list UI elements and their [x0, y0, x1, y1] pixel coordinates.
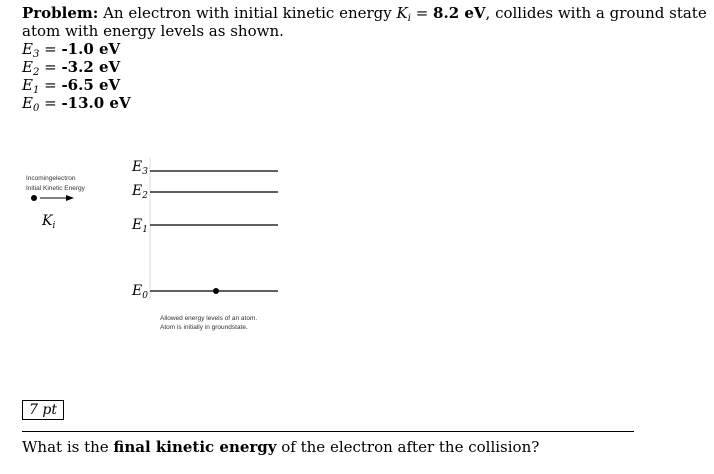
diagram-caption-line1: Allowed energy levels of an atom.: [160, 315, 258, 322]
energy-level-row-e1: $E_1 = -6.5$ eV: [22, 76, 121, 96]
incoming-electron-label: Incomingelectron: [26, 175, 76, 182]
level-label-e0: $E_0$: [132, 283, 148, 301]
level-value: -3.2 eV: [61, 58, 121, 76]
diagram-ki-label: $K_i$: [42, 213, 56, 231]
question-after: of the electron after the collision?: [276, 438, 540, 456]
problem-statement: [22, 4, 712, 40]
level-label-e2: $E_2$: [132, 183, 148, 201]
level-symbol: E: [22, 58, 33, 76]
question-text: [22, 438, 539, 456]
initial-ke-label: Initial Kinetic Energy: [26, 185, 85, 192]
level-subscript: 0: [32, 103, 40, 114]
diagram-caption-line2: Atom is initially in groundstate.: [160, 324, 248, 331]
energy-level-diagram: [0, 150, 300, 340]
arrow-head-icon: [66, 195, 74, 201]
problem-text-before: An electron with initial kinetic energy: [98, 4, 397, 22]
problem-text-after: , collides with a ground state atom with energy levels as shown.: [22, 4, 707, 40]
level-value: -1.0 eV: [61, 40, 121, 58]
level-label-e1: $E_1$: [132, 217, 148, 235]
energy-level-list: [22, 40, 131, 112]
level-symbol: E: [22, 94, 33, 112]
question-before: What is the: [22, 438, 114, 456]
ki-value: 8.2 eV: [433, 4, 486, 22]
level-subscript: 1: [32, 85, 40, 96]
energy-level-row-e3: $E_3 = -1.0$ eV: [22, 40, 121, 60]
level-symbol: E: [22, 76, 33, 94]
level-value: -6.5 eV: [61, 76, 121, 94]
level-subscript: 2: [32, 67, 40, 78]
divider: [22, 431, 634, 432]
question-bold: final kinetic energy: [113, 438, 277, 456]
problem-label: Problem:: [22, 4, 99, 22]
ki-symbol: K: [396, 4, 408, 22]
level-subscript: 3: [32, 49, 40, 60]
level-symbol: E: [22, 40, 33, 58]
points-badge: 7 pt: [22, 400, 64, 420]
level-value: -13.0 eV: [61, 94, 131, 112]
energy-level-row-e2: $E_2 = -3.2$ eV: [22, 58, 121, 78]
atom-electron-dot: [213, 288, 219, 294]
energy-level-row-e0: $E_0 = -13.0$ eV: [22, 94, 131, 114]
ki-equals: =: [410, 4, 434, 22]
electron-dot: [31, 195, 37, 201]
level-label-e3: $E_3$: [132, 159, 148, 177]
ki-subscript: i: [407, 13, 411, 24]
